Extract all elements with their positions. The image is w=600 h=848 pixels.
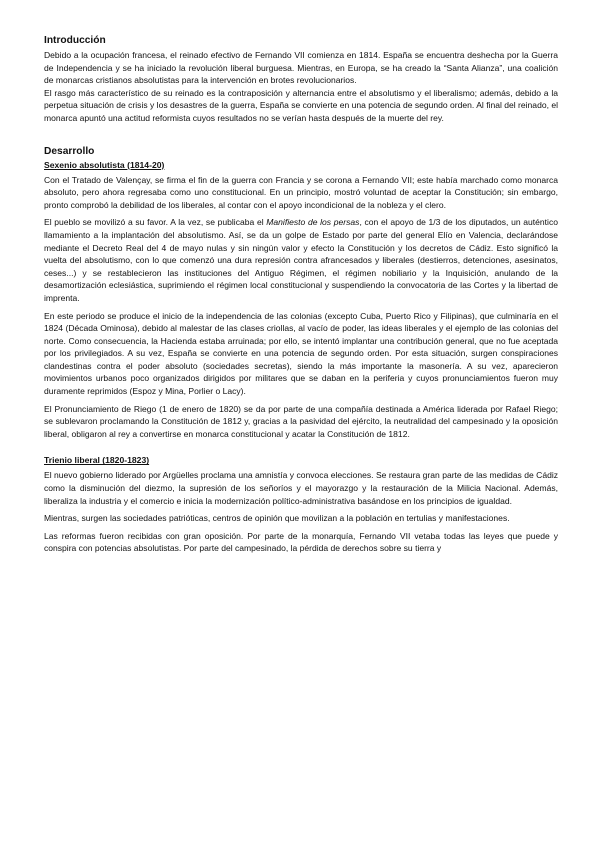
intro-paragraph-1: Debido a la ocupación francesa, el reinado efectivo de Fernando VII comienza en 1814. España se encuentra deshecha por la Guerra de Independencia y se ha iniciado la revolución liberal burguesa. Mientras, en Europa, se ha creado la “Santa Alianza”, una coalición de monarcas cristianos absolutistas para la intervención en brotes revolucionarios. [44,50,558,86]
sexenio-paragraph-1: Con el Tratado de Valençay, se firma el fin de la guerra con Francia y se corona a Fernando VII; este había marchado como monarca absoluto, pero ahora regresaba como uno constitucional. En un principio, mostró voluntad de aceptar la Constitución; sin embargo, pronto comprobó la debilidad de los liberales, al contar con el apoyo incondicional de la nobleza y el clero. [44,174,558,210]
sexenio-paragraph-2-start: El pueblo se movilizó a su favor. A la vez, se publicaba el [44,217,267,228]
sexenio-paragraph-4: El Pronunciamiento de Riego (1 de enero de 1820) se da por parte de una compañía destinada a América liderada por Rafael Riego; se sublevaron proclamando la Constitución de 1812 y, gracias a la pasividad del ejército, la neutralidad del campesinado y la oposición liberal, obligaron al rey a convertirse en monarca constitucional y acatar la Constitución de 1812. [44,403,558,439]
sexenio-paragraph-3: En este periodo se produce el inicio de la independencia de las colonias (excepto Cuba, Puerto Rico y Filipinas), que culminaría en el 1824 (Década Ominosa), debido al malestar de las clases criollas, al vacío de poder, las ideas liberales y el ejemplo de las colonias del norte. Como consecuencia, la Hacienda estaba arruinada; por ello, se intentó implantar una contribución general, que no fue aceptada por los privilegiados. A su vez, España se convierte en una potencia de segundo orden. Por esta situación, surgen conspiraciones clandestinas contra el poder absoluto (sociedades secretas), siendo la más importante la masonería. A su vez, aparecieron movimientos urbanos poco organizados dirigidos por militares que se daban en la periferia y cuyos pronunciamientos fueron muy duramente reprimidos (Espoz y Mina, Porlier o Lacy). [44,310,558,397]
sexenio-paragraph-2-end: , con el apoyo de 1/3 de los diputados, un auténtico llamamiento a la implantación del absolutismo. Así, se da un golpe de Estado por parte del general Elío en Valencia, declarándose mediante el Decreto Real del 4 de mayo nulas y sin ningún valor y efecto la Constitución y los decretos de Cádiz. Esto significó la vuelta del absolutismo, con lo que comenzó una dura represión contra afrancesados y liberales (destierros, detenciones, asesinatos, ceses...) y se restablecieron las instituciones del Antiguo Régimen, el régimen nobiliario y la Inquisición, anulando de la desamortización eclesiástica, suprimiendo el régimen local constitucional y suspendiendo la convocatoria de las Cortes y la libertad de imprenta. [44,217,558,303]
desarrollo-heading: Desarrollo [44,145,95,157]
trienio-paragraph-1: El nuevo gobierno liderado por Argüelles proclama una amnistía y convoca elecciones. Se restaura gran parte de las medidas de Cádiz como la disminución del diezmo, la supresión de los señoríos y el mayorazgo y la restauración de la Milicia Nacional. Además, liberaliza la industria y el comercio e inicia la modernización político-administrativa basándose en los principios de igualdad. [44,470,558,506]
intro-paragraph-2: El rasgo más característico de su reinado es la contraposición y alternancia entre el absolutismo y el liberalismo; además, debido a la perpetua situación de crisis y los desastres de la guerra, España se convierte en una potencia de segundo orden. Al final del reinado, el monarca apuntó una actitud reformista cuyos resultados no se verían hasta después de la muerte del rey. [44,87,558,123]
document-page [44,34,558,555]
trienio-title: Trienio liberal (1820-1823) [44,455,150,466]
intro-heading: Introducción [44,35,106,46]
sexenio-title: Sexenio absolutista (1814-20) [44,159,165,170]
trienio-paragraph-3: Las reformas fueron recibidas con gran oposición. Por parte de la monarquía, Fernando VII vetaba todas las leyes que puede y conspira con potencias absolutistas. Por parte del campesinado, la pérdida de derechos sobre su tierra y [44,530,558,554]
manifiesto-title: Manifiesto de los persas [266,217,360,228]
sexenio-paragraph-2 [44,216,558,304]
trienio-paragraph-2: Mientras, surgen las sociedades patrióticas, centros de opinión que movilizan a la población en tertulias y manifestaciones. [44,513,510,524]
